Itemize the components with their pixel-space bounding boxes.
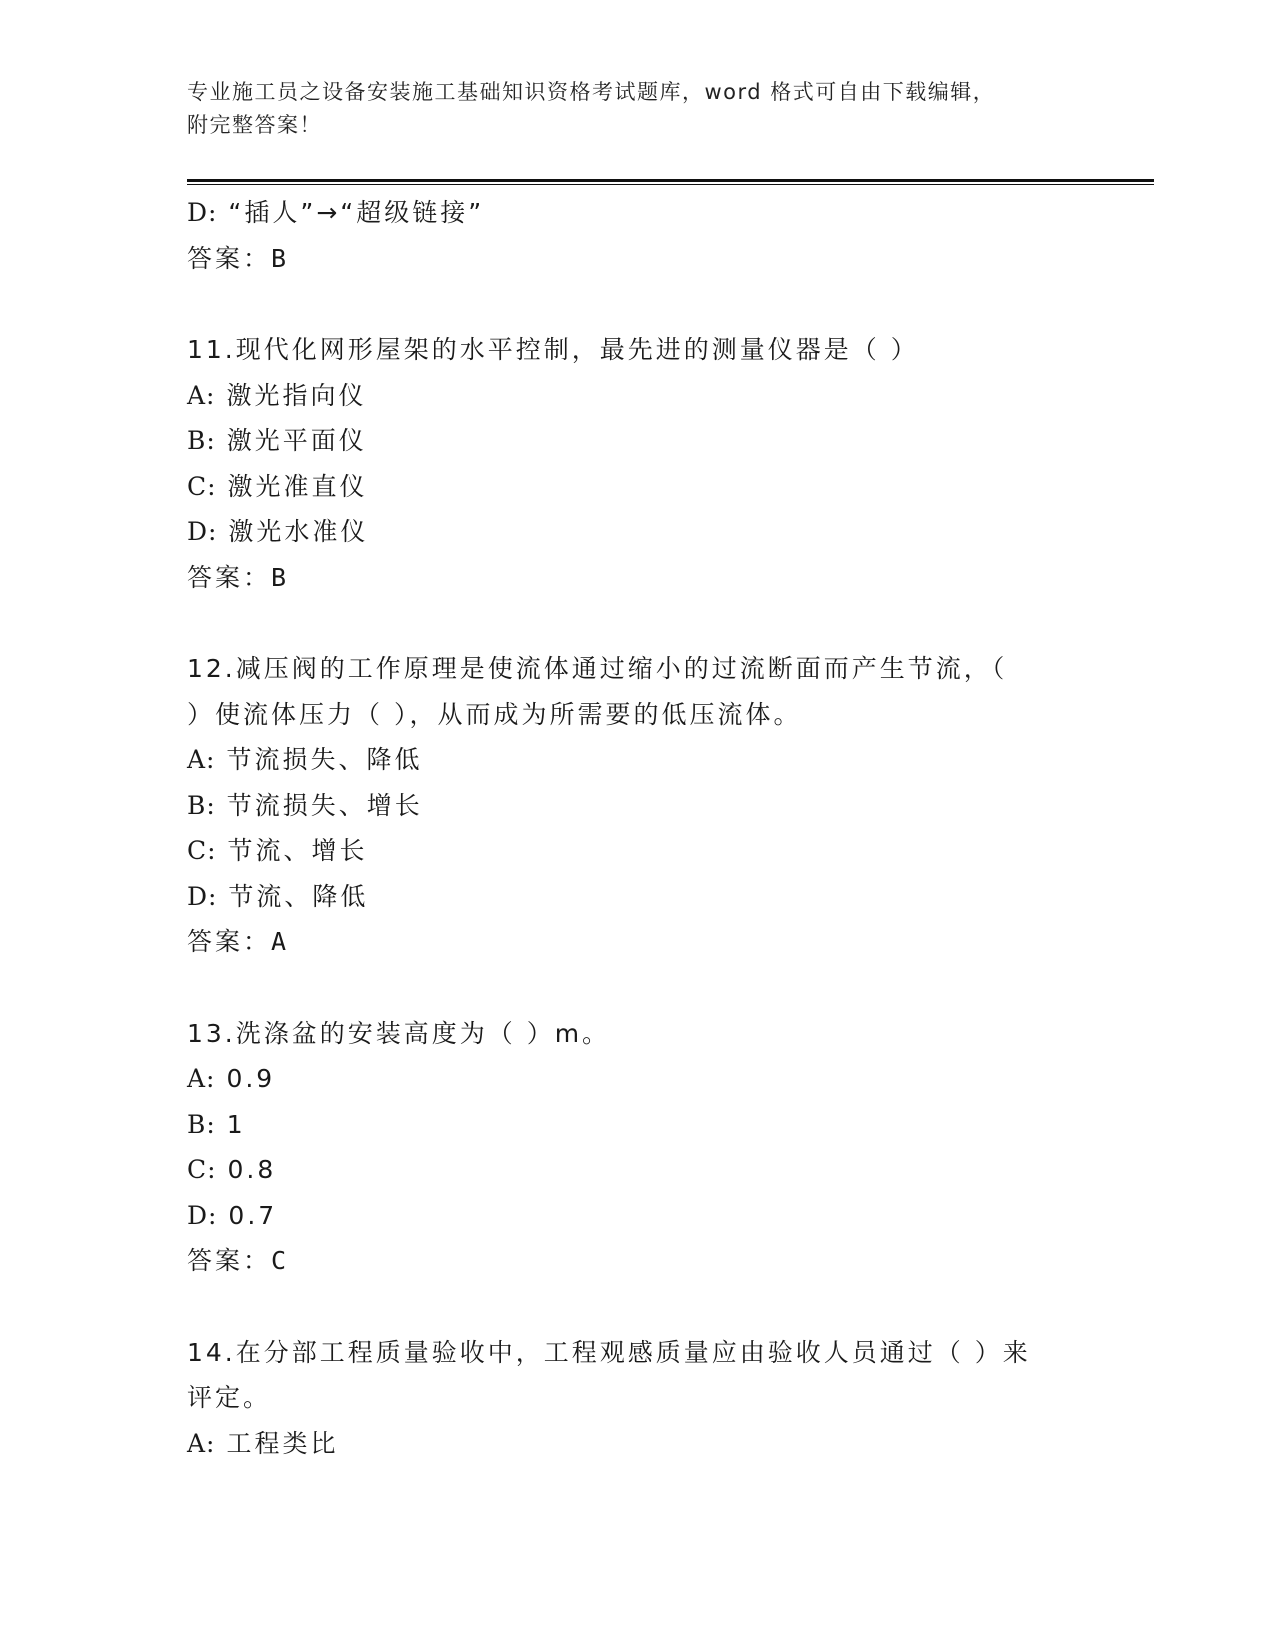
- option-d: [187, 1193, 1067, 1239]
- question-stem: 11.现代化网形屋架的水平控制，最先进的测量仪器是（ ）: [187, 335, 919, 364]
- question-stem: 14.在分部工程质量验收中，工程观感质量应由验收人员通过（ ）来: [187, 1337, 1031, 1367]
- answer-value: C: [271, 1246, 289, 1275]
- option-key: A:: [187, 1428, 216, 1458]
- option-a: [187, 1056, 1067, 1102]
- page-header: [187, 76, 1067, 142]
- option-d: [187, 509, 1067, 555]
- option-key: D:: [187, 517, 218, 546]
- option-a: [187, 737, 1067, 783]
- answer-line: [187, 1238, 1067, 1284]
- option-d: [187, 190, 1067, 236]
- option-c: [187, 828, 1067, 874]
- header-divider-thin: [187, 184, 1154, 185]
- option-key: C:: [187, 836, 217, 865]
- question-14: [187, 1330, 1067, 1467]
- option-text: 节流损失、增长: [226, 790, 423, 820]
- option-b: [187, 418, 1067, 464]
- answer-label: 答案：: [187, 243, 272, 273]
- option-key: D:: [187, 198, 218, 227]
- option-key: B:: [187, 426, 216, 455]
- option-key: B:: [187, 1109, 216, 1139]
- option-text: 激光水准仪: [228, 517, 369, 546]
- question-10: [187, 190, 1067, 281]
- option-key: C:: [187, 471, 217, 501]
- question-stem-continued: ）使流体压力（ ），从而成为所需要的低压流体。: [187, 699, 802, 729]
- question-stem: 12.减压阀的工作原理是使流体通过缩小的过流断面而产生节流，（: [187, 654, 1008, 683]
- option-key: A:: [187, 745, 216, 774]
- answer-label: 答案：: [187, 927, 272, 956]
- answer-line: [187, 555, 1067, 601]
- option-key: D:: [187, 881, 218, 911]
- option-text: 0.7: [228, 1200, 278, 1230]
- option-key: D:: [187, 1200, 218, 1230]
- option-text: 节流损失、降低: [226, 745, 423, 774]
- header-divider-thick: [187, 179, 1154, 182]
- option-key: A:: [187, 380, 216, 410]
- header-line-2: 附完整答案！: [187, 113, 322, 137]
- header-line-1: 专业施工员之设备安装施工基础知识资格考试题库，word 格式可自由下载编辑，: [187, 80, 996, 104]
- option-key: C:: [187, 1155, 217, 1184]
- option-text: 激光准直仪: [227, 471, 368, 501]
- question-stem: 13.洗涤盆的安装高度为（ ）m。: [187, 1018, 611, 1048]
- option-key: B:: [187, 790, 216, 820]
- option-text: 工程类比: [226, 1428, 339, 1458]
- answer-value: B: [271, 243, 289, 273]
- answer-line: [187, 919, 1067, 965]
- option-c: [187, 1147, 1067, 1193]
- option-c: [187, 464, 1067, 510]
- option-b: [187, 1102, 1067, 1148]
- answer-label: 答案：: [187, 1246, 272, 1275]
- option-b: [187, 783, 1067, 829]
- question-12: [187, 646, 1067, 965]
- question-11: [187, 327, 1067, 600]
- option-text: 1: [226, 1109, 246, 1139]
- question-list: [187, 190, 1067, 1466]
- option-text: 激光指向仪: [226, 380, 367, 410]
- question-13: [187, 1011, 1067, 1284]
- option-text: 节流、降低: [228, 881, 369, 911]
- option-d: [187, 874, 1067, 920]
- option-text: 0.8: [227, 1155, 277, 1184]
- answer-label: 答案：: [187, 562, 272, 592]
- question-stem-continued: 评定。: [187, 1383, 272, 1412]
- answer-line: [187, 236, 1067, 282]
- option-key: A:: [187, 1064, 216, 1093]
- option-a: [187, 1421, 1067, 1467]
- answer-value: B: [271, 562, 289, 592]
- option-text: 0.9: [226, 1064, 276, 1093]
- option-text: “插人”→“超级链接”: [228, 198, 485, 227]
- option-a: [187, 373, 1067, 419]
- answer-value: A: [271, 927, 289, 956]
- option-text: 节流、增长: [227, 836, 368, 865]
- option-text: 激光平面仪: [226, 426, 367, 455]
